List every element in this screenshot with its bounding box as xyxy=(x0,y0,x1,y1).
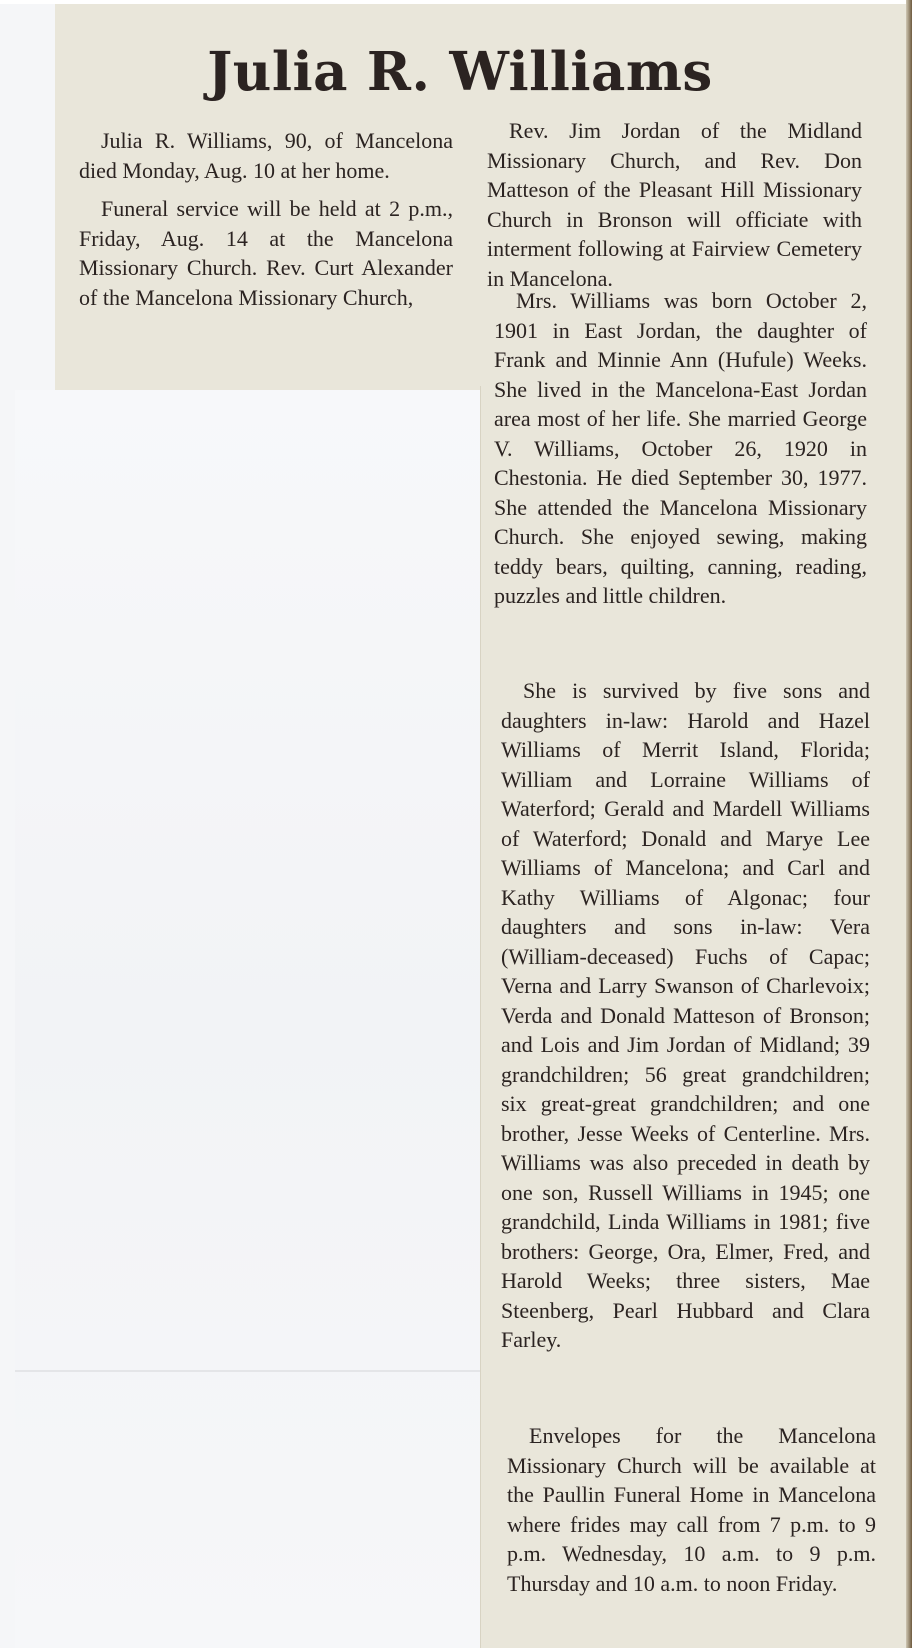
paper-fold-line xyxy=(15,1370,495,1372)
envelopes-paragraph: Envelopes for the Mancelona Missionary Church will be available at the Paullin Funeral Home in Mancelona where frides may call from 7 p.m. to 9 p.m. Wednesday, 10 a.m. to 9 p.m. Thursday and 10 a.m. to noon Friday. xyxy=(507,1423,876,1596)
right-column-envelopes xyxy=(507,1421,876,1598)
right-column-top xyxy=(487,116,862,293)
blank-paper-area xyxy=(15,390,480,1648)
funeral-paragraph-part2: Rev. Jim Jordan of the Midland Missionary Church, and Rev. Don Matteson of the Pleasant Hill Missionary Church in Bronson will officiate with interment following at Fairview Cemetery in Mancelona. xyxy=(487,118,862,291)
intro-paragraph: Julia R. Williams, 90, of Mancelona died Monday, Aug. 10 at her home. xyxy=(79,128,453,183)
biography-paragraph: Mrs. Williams was born October 2, 1901 in East Jordan, the daughter of Frank and Minnie Ann (Hufule) Weeks. She lived in the Mancelona-East Jordan area most of her life. She married George V. Williams, October 26, 1920 in Chestonia. He died September 30, 1977. She attended the Mancelona Missionary Church. She enjoyed sewing, making teddy bears, quilting, canning, reading, puzzles and little children. xyxy=(494,288,867,608)
right-column-biography xyxy=(494,286,867,611)
left-column xyxy=(79,126,453,321)
survivors-paragraph: She is survived by five sons and daughters in-law: Harold and Hazel Williams of Merrit Island, Florida; William and Lorraine Williams of Waterford; Gerald and Mardell Williams of Waterford; Donald and Marye Lee Williams of Mancelona; and Carl and Kathy Williams of Algonac; four daughters and sons in-law: Vera (William-deceased) Fuchs of Capac; Verna and Larry Swanson of Charlevoix; Verda and Donald Matteson of Bronson; and Lois and Jim Jordan of Midland; 39 grandchildren; 56 great grandchildren; six great-great grandchildren; and one brother, Jesse Weeks of Centerline. Mrs. Williams was also preceded in death by one son, Russell Williams in 1945; one grandchild, Linda Williams in 1981; five brothers: George, Ora, Elmer, Fred, and Harold Weeks; three sisters, Mae Steenberg, Pearl Hubbard and Clara Farley. xyxy=(501,678,870,1352)
obituary-title: Julia R. Williams xyxy=(207,41,713,103)
right-column-survivors xyxy=(501,676,870,1355)
funeral-paragraph-part1: Funeral service will be held at 2 p.m., Friday, Aug. 14 at the Mancelona Missionary Church. Rev. Curt Alexander of the Mancelona Missionary Church, xyxy=(79,196,453,310)
scan-border-right xyxy=(906,0,912,1648)
